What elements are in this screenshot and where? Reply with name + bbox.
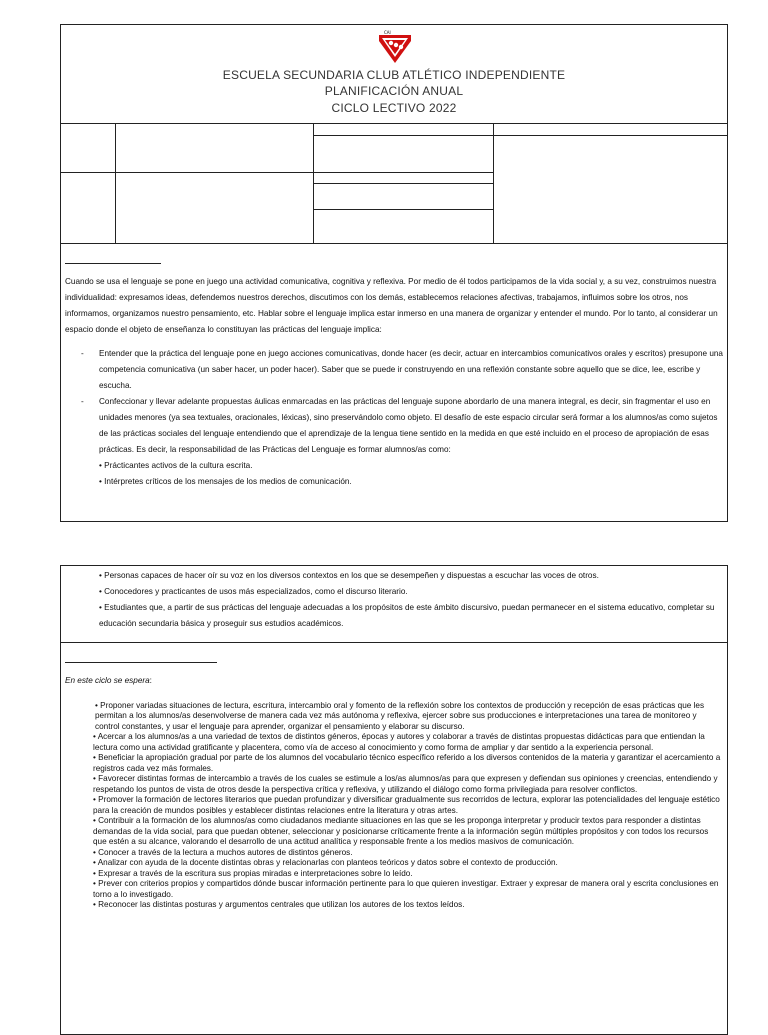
bullet-item: • Estudiantes que, a partir de sus prácticas del lenguaje adecuadas a los propósitos de este ámbito discursivo, puedan permanecer en el sistema educativo, completar su educación secundaria básica y proseguir sus estudios académicos. — [99, 603, 715, 628]
list-item: • Beneficiar la apropiación gradual por parte de los alumnos del vocabulario técnico específico referido a los diversos contenidos de la materia y garantizar el acercamiento a registros cada vez más formales. — [93, 753, 721, 773]
bullet-item: • Personas capaces de hacer oír su voz en los diversos contextos en los que se desempeñen y dispuestas a escuchar las voces de otros. — [99, 571, 599, 580]
planning-page-2 — [60, 565, 728, 1035]
expect-label: En este ciclo se espera — [65, 676, 150, 685]
list-item: • Promover la formación de lectores literarios que puedan profundizar y diversificar gradualmente sus recorridos de lectura, explorar las potencialidades del lenguaje estético para la creación de mundos posibles y establecer distintas relaciones entre la literatura y otras artes. — [93, 795, 720, 815]
section-title-underline — [65, 654, 217, 663]
document-header — [61, 25, 727, 125]
list-item: - Entender que la práctica del lenguaje pone en juego acciones comunicativas, donde hacer (es decir, actuar en intercambios comunicativos orales y escritos) presupone una competencia comunicativa (un saber hacer, un poder hacer). Saber que se puede ir construyendo en una reflexión constante sobre aquello que se dice, lee, escribe y escucha. — [81, 349, 723, 390]
school-name: ESCUELA SECUNDARIA CLUB ATLÉTICO INDEPENDIENTE — [222, 68, 566, 82]
list-item: • Prever con criterios propios y compartidos dónde buscar información pertinente para lo que quieren investigar. Extraer y expresar de manera oral y escrita conclusiones en torno a lo investigado. — [93, 879, 719, 899]
implications-list — [65, 346, 723, 458]
bullet-item: • Prácticantes activos de la cultura escrita. — [99, 461, 253, 470]
list-item: • Expresar a través de la escritura sus propias miradas e interpretaciones sobre lo leído. — [93, 868, 413, 878]
list-item: • Acercar a los alumnos/as a una variedad de textos de distintos géneros, épocas y autores y colaborar a través de distintas propuestas didácticas para que entiendan la lectura como una actividad gratificante y placentera, como vía de acceso al conocimiento y como forma de ampliar y dar sentido a la experiencia personal. — [93, 732, 705, 752]
intro-paragraph: Cuando se usa el lenguaje se pone en juego una actividad comunicativa, cognitiva y reflexiva. Por medio de él todos participamos de la vida social y, a su vez, construimos nuestra individualidad: expresamos ideas, defendemos nuestros derechos, discutimos con los demás, establecemos relaciones afectivas, trabajamos, influimos sobre los otros, nos informamos, organizamos nuestro pensamiento, etc. Hablar sobre el lenguaje implica estar inmerso en una manera de organizar y entender el mundo. Por lo tanto, al considerar un espacio donde el objeto de enseñanza lo constituyan las prácticas del lenguaje implica: — [65, 277, 718, 334]
bullet-item: • Conocedores y practicantes de usos más especializados, como el discurso literario. — [99, 587, 408, 596]
continued-bullets — [65, 568, 723, 632]
document-title: PLANIFICACIÓN ANUAL — [324, 84, 464, 98]
objectives-section: En este ciclo se espera: • Proponer variadas situaciones de lectura, escritura, intercambio oral y fomento de la reflexión sobre los contextos de producción y recepción de esas prácticas que les permitan a los alumnos/as desenvolverse de manera cada vez más autónoma y reflexiva, ejercer sobre sus producciones e interpretaciones una tarea de monitoreo y control constantes, y usar el lenguaje para aprender, organizar el pensamiento y elaborar su discurso. • Acercar a los alumnos/as a una variedad de textos de distintos géneros, épocas y autores y colaborar a través de distintas propuestas didácticas para que entiendan la lectura como una actividad gratificante y placentera, como vía de acceso al conocimiento y como forma de ampliar y dar sentido a la experiencia personal. • Beneficiar la apropiación gradual por parte de los alumnos del vocabulario técnico específico referido a los diversos contenidos de la materia y garantizar el acercamiento a registros cada vez más formales. • Favorecer distintas formas de intercambio a través de los cuales se estimule a los/as alumnos/as para que expresen y defiendan sus opiniones y creencias, entendiendo y respetando los puntos de vista de otros desde la perspectiva crítica y reflexiva, y utilizando el diálogo como forma privilegiada para resolver conflictos. • Promover la formación de lectores literarios que puedan profundizar y diversificar gradualmente sus recorridos de lectura, explorar las potencialidades del lenguaje estético para la creación de mundos posibles y establecer distintas relaciones entre la literatura y otras artes. • Contribuir a la formación de los alumnos/as como ciudadanos mediante situaciones en las que se les proponga interpretar y producir textos para responder a distintas demandas de la vida social, para que puedan obtener, seleccionar y posicionarse críticamente frente a la información según múltiples propósitos y con todos los recursos que estén a su alcance, valorando el desarrollo de una actitud analítica y responsable frente a los medios masivos de comunicación. • Conocer a través de la lectura a muchos autores de distintos géneros. • Analizar con ayuda de la docente distintas obras y relacionarlas con planteos teóricos y datos sobre el contexto de producción. • Expresar a través de la escritura sus propias miradas e interpretaciones sobre lo leído. • Prever con criterios propios y compartidos dónde buscar información pertinente para lo que quieren investigar. Extraer y expresar de manera oral y escrita conclusiones en torno a lo investigado. • Reconocer las distintas posturas y argumentos centrales que utilizan los autores de los textos leídos. — [65, 654, 723, 911]
section-title-underline — [65, 253, 161, 264]
list-item: • Analizar con ayuda de la docente distintas obras y relacionarlas con planteos teóricos y datos sobre el contexto de producción. — [93, 858, 558, 867]
list-item: • Favorecer distintas formas de intercambio a través de los cuales se estimule a los/as alumnos/as para que expresen y defiendan sus opiniones y creencias, entendiendo y respetando los puntos de vista de otros desde la perspectiva crítica y reflexiva, y utilizando el diálogo como forma privilegiada para resolver conflictos. — [93, 774, 718, 794]
list-item: - Confeccionar y llevar adelante propuestas áulicas enmarcadas en las prácticas del lenguaje supone abordarlo de una manera integral, es decir, sin fragmentar el uso en unidades menores (ya sea textuales, oracionales, léxicas), sino preservándolo como objeto. El desafío de este espacio circular será formar a los alumnos/as como sujetos de las prácticas sociales del lenguaje entendiendo que el aprendizaje de la lengua tiene sentido en la medida en que esté incluido en el proceso de apropiación de esas prácticas. Es decir, la responsabilidad de las Prácticas del Lenguaje es formar alumnos/as como: — [81, 397, 718, 454]
planning-page-1 — [60, 24, 728, 522]
school-year: CICLO LECTIVO 2022 — [331, 101, 457, 115]
list-item: • Reconocer las distintas posturas y argumentos centrales que utilizan los autores de los textos leídos. — [93, 900, 465, 909]
list-item: • Proponer variadas situaciones de lectura, escritura, intercambio oral y fomento de la reflexión sobre los contextos de producción y recepción de esas prácticas que les permitan a los alumnos/as desenvolverse de manera cada vez más autónoma y reflexiva, ejercer sobre sus producciones e interpretaciones una tarea de monitoreo y control constantes, y usar el lenguaje para aprender, organizar el pensamiento y elaborar su discurso. — [95, 700, 705, 731]
fundamentation-section — [65, 253, 723, 490]
expectations-list — [65, 701, 723, 911]
svg-text:CAI: CAI — [384, 30, 391, 35]
list-item: • Conocer a través de la lectura a muchos autores de distintos géneros. — [93, 847, 353, 857]
bullet-item: • Intérpretes críticos de los mensajes de los medios de comunicación. — [99, 477, 352, 486]
school-shield-logo-icon — [376, 29, 414, 65]
list-item: • Contribuir a la formación de los alumnos/as como ciudadanos mediante situaciones en las que se les proponga interpretar y producir textos para responder a distintas demandas de la vida social, para que puedan obtener, seleccionar y posicionarse críticamente frente a la información según múltiples propósitos y con todos los recursos que estén a su alcance, valorando el desarrollo de una actitud analítica y responsable frente a los medios masivos de comunicación. — [93, 816, 709, 846]
